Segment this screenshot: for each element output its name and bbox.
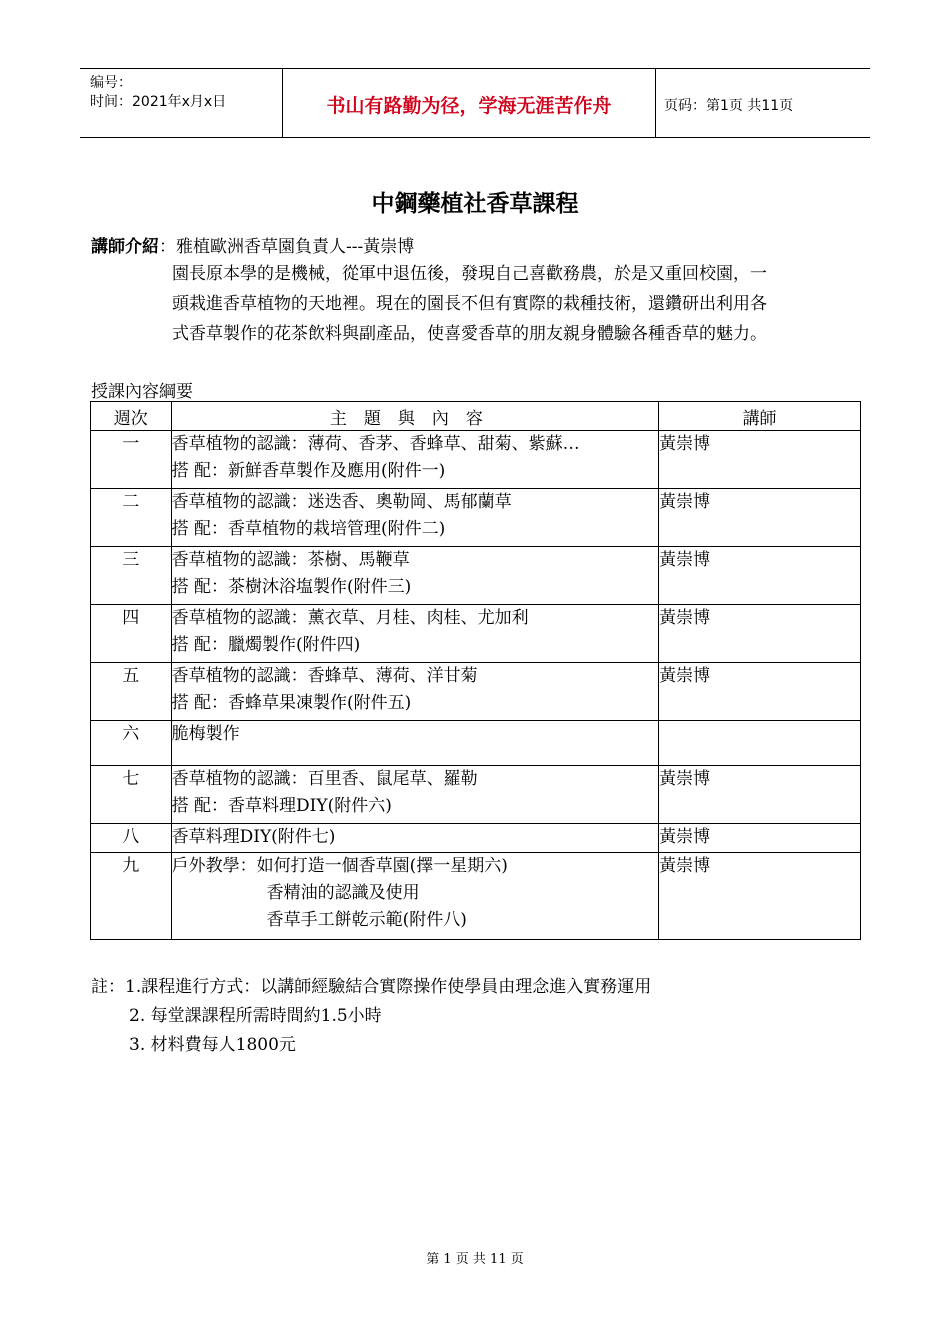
course-table-body <box>91 431 861 940</box>
topic-line: 香草植物的認識：薰衣草、月桂、肉桂、尤加利 <box>171 608 529 628</box>
header-teacher: 講師 <box>659 402 861 431</box>
topic-cell <box>171 721 659 766</box>
topic-line: 搭 配：新鮮香草製作及應用(附件一) <box>171 461 446 481</box>
topic-cell <box>171 853 659 940</box>
topic-cell <box>171 489 659 547</box>
table-row <box>91 663 861 721</box>
topic-line: 香精油的認識及使用 <box>266 883 420 903</box>
topic-line: 搭 配：香蜂草果凍製作(附件五) <box>171 693 412 713</box>
topic-line: 香草植物的認識：薄荷、香茅、香蜂草、甜菊、紫蘇… <box>171 434 580 454</box>
table-row <box>91 824 861 853</box>
teacher-cell: 黃崇博 <box>659 853 861 940</box>
topic-line: 脆梅製作 <box>171 724 240 744</box>
instructor-label: 講師介紹 <box>91 237 159 257</box>
page-footer: 第 1 页 共 11 页 <box>426 1252 524 1267</box>
week-cell: 八 <box>91 824 172 853</box>
table-row <box>91 431 861 489</box>
bio-line: 園長原本學的是機械，從軍中退伍後，發現自己喜歡務農，於是又重回校園，一 <box>172 264 767 284</box>
bio-line: 頭栽進香草植物的天地裡。現在的園長不但有實際的栽種技術，還鑽研出利用各 <box>172 294 767 314</box>
note-item: 2. 每堂課課程所需時間約1.5小時 <box>129 1006 382 1026</box>
week-cell: 三 <box>91 547 172 605</box>
table-row <box>91 766 861 824</box>
week-cell: 一 <box>91 431 172 489</box>
teacher-cell: 黃崇博 <box>659 824 861 853</box>
teacher-cell: 黃崇博 <box>659 605 861 663</box>
week-cell: 七 <box>91 766 172 824</box>
teacher-cell <box>659 721 861 766</box>
week-cell: 九 <box>91 853 172 940</box>
topic-cell <box>171 547 659 605</box>
topic-line: 香草植物的認識：茶樹、馬鞭草 <box>171 550 410 570</box>
header-motto-cell <box>283 69 656 137</box>
topic-cell <box>171 605 659 663</box>
table-row <box>91 547 861 605</box>
table-header-row <box>91 402 861 431</box>
table-row <box>91 489 861 547</box>
header-motto: 书山有路勤为径，学海无涯苦作舟 <box>326 95 612 117</box>
teacher-cell: 黃崇博 <box>659 663 861 721</box>
header-topic: 主題與內容 <box>171 402 659 431</box>
header-week: 週次 <box>91 402 172 431</box>
document-time: 时间：2021年x月x日 <box>90 94 227 110</box>
instructor-bio <box>172 259 852 349</box>
topic-cell <box>171 431 659 489</box>
teacher-cell: 黃崇博 <box>659 489 861 547</box>
document-title: 中鋼藥植社香草課程 <box>371 190 579 217</box>
note-item: 3. 材料費每人1800元 <box>129 1035 296 1055</box>
bio-line: 式香草製作的花茶飲料與副產品，使喜愛香草的朋友親身體驗各種香草的魅力。 <box>172 324 767 344</box>
topic-line: 搭 配：臘燭製作(附件四) <box>171 635 361 655</box>
document-number: 编号： <box>90 75 132 91</box>
topic-line: 搭 配：香草料理DIY(附件六) <box>171 796 392 816</box>
teacher-cell: 黃崇博 <box>659 547 861 605</box>
topic-line: 香草植物的認識：百里香、鼠尾草、羅勒 <box>171 769 478 789</box>
teacher-cell: 黃崇博 <box>659 766 861 824</box>
topic-line: 香草植物的認識：迷迭香、奧勒岡、馬郁蘭草 <box>171 492 512 512</box>
topic-line: 搭 配：茶樹沐浴塩製作(附件三) <box>171 577 412 597</box>
topic-line: 搭 配：香草植物的栽培管理(附件二) <box>171 519 446 539</box>
topic-line: 戶外教學：如何打造一個香草園(擇一星期六) <box>171 856 508 876</box>
course-table <box>90 401 861 940</box>
header-page-number: 页码：第1页 共11页 <box>664 98 794 114</box>
week-cell: 二 <box>91 489 172 547</box>
topic-cell <box>171 663 659 721</box>
teacher-cell: 黃崇博 <box>659 431 861 489</box>
table-row <box>91 853 861 940</box>
instructor-intro <box>91 232 414 257</box>
topic-line: 香草手工餅乾示範(附件八) <box>266 910 467 930</box>
topic-line: 香草植物的認識：香蜂草、薄荷、洋甘菊 <box>171 666 478 686</box>
week-cell: 五 <box>91 663 172 721</box>
topic-cell <box>171 824 659 853</box>
note-item: 註：1.課程進行方式：以講師經驗結合實際操作使學員由理念進入實務運用 <box>91 977 652 997</box>
table-row <box>91 721 861 766</box>
instructor-value: ：雅植歐洲香草園負責人---黃崇博 <box>159 237 415 257</box>
week-cell: 四 <box>91 605 172 663</box>
topic-line: 香草料理DIY(附件七) <box>171 827 336 847</box>
outline-title: 授課內容綱要 <box>91 382 193 402</box>
topic-cell <box>171 766 659 824</box>
header-meta-cell <box>80 69 283 137</box>
header-page-cell <box>656 69 870 137</box>
notes <box>91 973 651 1060</box>
document-header <box>80 68 870 138</box>
week-cell: 六 <box>91 721 172 766</box>
table-row <box>91 605 861 663</box>
